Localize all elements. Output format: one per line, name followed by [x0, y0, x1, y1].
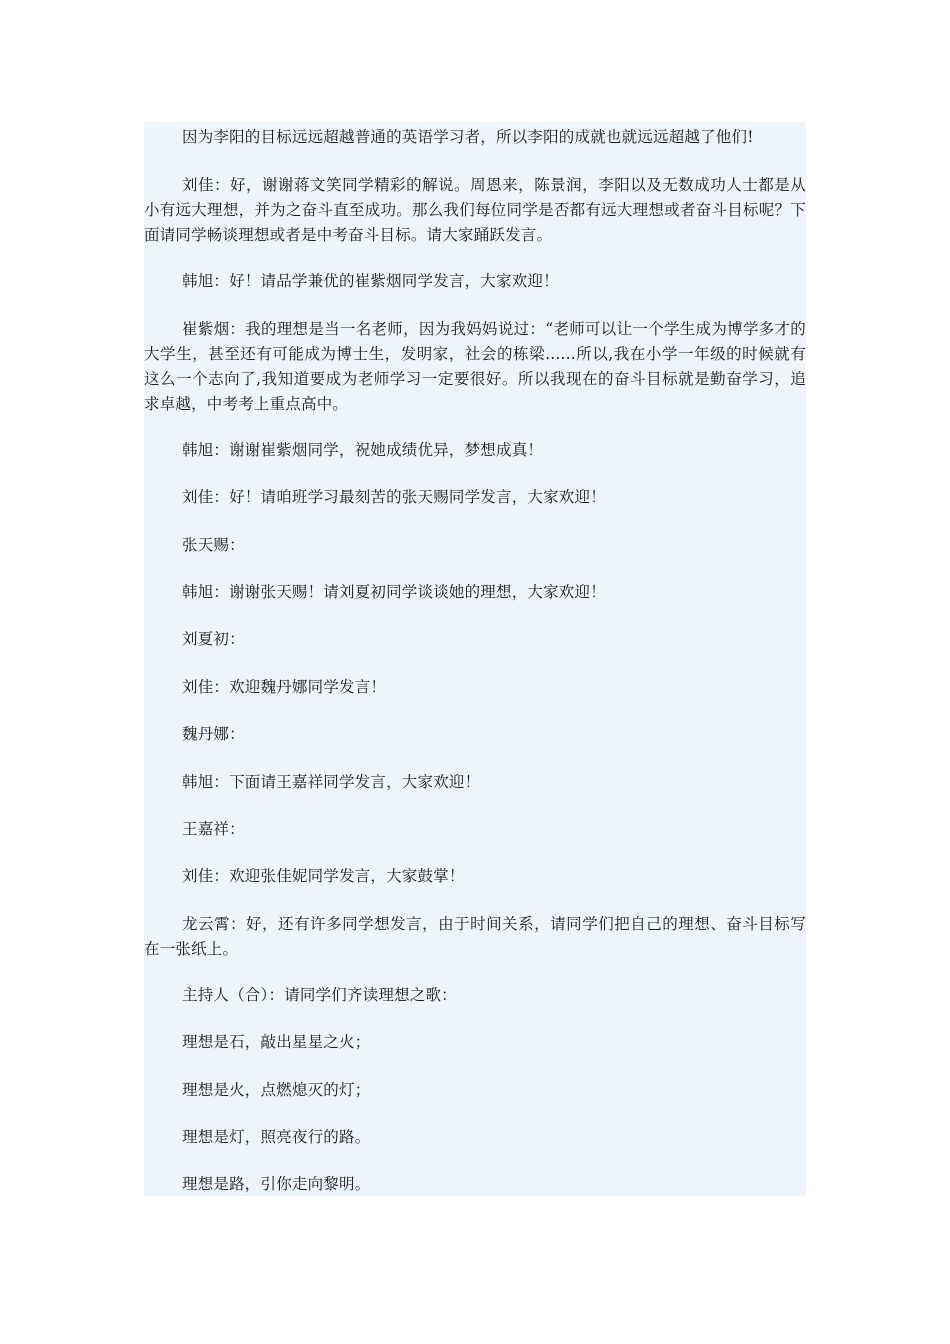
paragraph-5: 韩旭：谢谢崔紫烟同学，祝她成绩优异，梦想成真！ [182, 441, 544, 459]
paragraph-15: 龙云霄：好，还有许多同学想发言，由于时间关系，请同学们把自己的理想、奋斗目标写在一张纸上。 [144, 915, 806, 958]
paragraph-18: 理想是火，点燃熄灭的灯； [182, 1081, 371, 1099]
paragraph-1: 因为李阳的目标远远超越普通的英语学习者，所以李阳的成就也就远远超越了他们! [182, 128, 754, 146]
paragraph-8: 韩旭：谢谢张天赐！请刘夏初同学谈谈她的理想，大家欢迎！ [182, 583, 606, 601]
paragraph-17: 理想是石，敲出星星之火； [182, 1033, 371, 1051]
paragraph-12: 韩旭：下面请王嘉祥同学发言，大家欢迎！ [182, 773, 481, 791]
paragraph-2: 刘佳：好，谢谢蒋文笑同学精彩的解说。周恩来，陈景润，李阳以及无数成功人士都是从小有远大理想，并为之奋斗直至成功。那么我们每位同学是否都有远大理想或者奋斗目标呢？下面请同学畅谈理想或者是中考奋斗目标。请大家踊跃发言。 [144, 176, 806, 244]
paragraph-19: 理想是灯，照亮夜行的路。 [182, 1128, 371, 1146]
paragraph-14: 刘佳：欢迎张佳妮同学发言，大家鼓掌！ [182, 867, 465, 885]
paragraph-9: 刘夏初： [182, 630, 245, 648]
paragraph-16: 主持人（合）：请同学们齐读理想之歌： [182, 986, 457, 1004]
document-body [144, 122, 806, 1196]
paragraph-6: 刘佳：好！请咱班学习最刻苦的张天赐同学发言，大家欢迎！ [182, 488, 606, 506]
paragraph-10: 刘佳：欢迎魏丹娜同学发言！ [182, 678, 387, 696]
paragraph-20: 理想是路，引你走向黎明。 [182, 1175, 371, 1193]
paragraph-7: 张天赐： [182, 536, 245, 554]
paragraph-13: 王嘉祥： [182, 820, 245, 838]
paragraph-3: 韩旭：好！请品学兼优的崔紫烟同学发言，大家欢迎！ [182, 272, 559, 290]
paragraph-11: 魏丹娜： [182, 725, 245, 743]
paragraph-4: 崔紫烟：我的理想是当一名老师，因为我妈妈说过：“老师可以让一个学生成为博学多才的大学生，甚至还有可能成为博士生，发明家，社会的栋梁......所以,我在小学一年级的时候就有这么一个志向了,我知道要成为老师学习一定要很好。所以我现在的奋斗目标就是勤奋学习，追求卓越，中考考上重点高中。 [144, 320, 806, 413]
